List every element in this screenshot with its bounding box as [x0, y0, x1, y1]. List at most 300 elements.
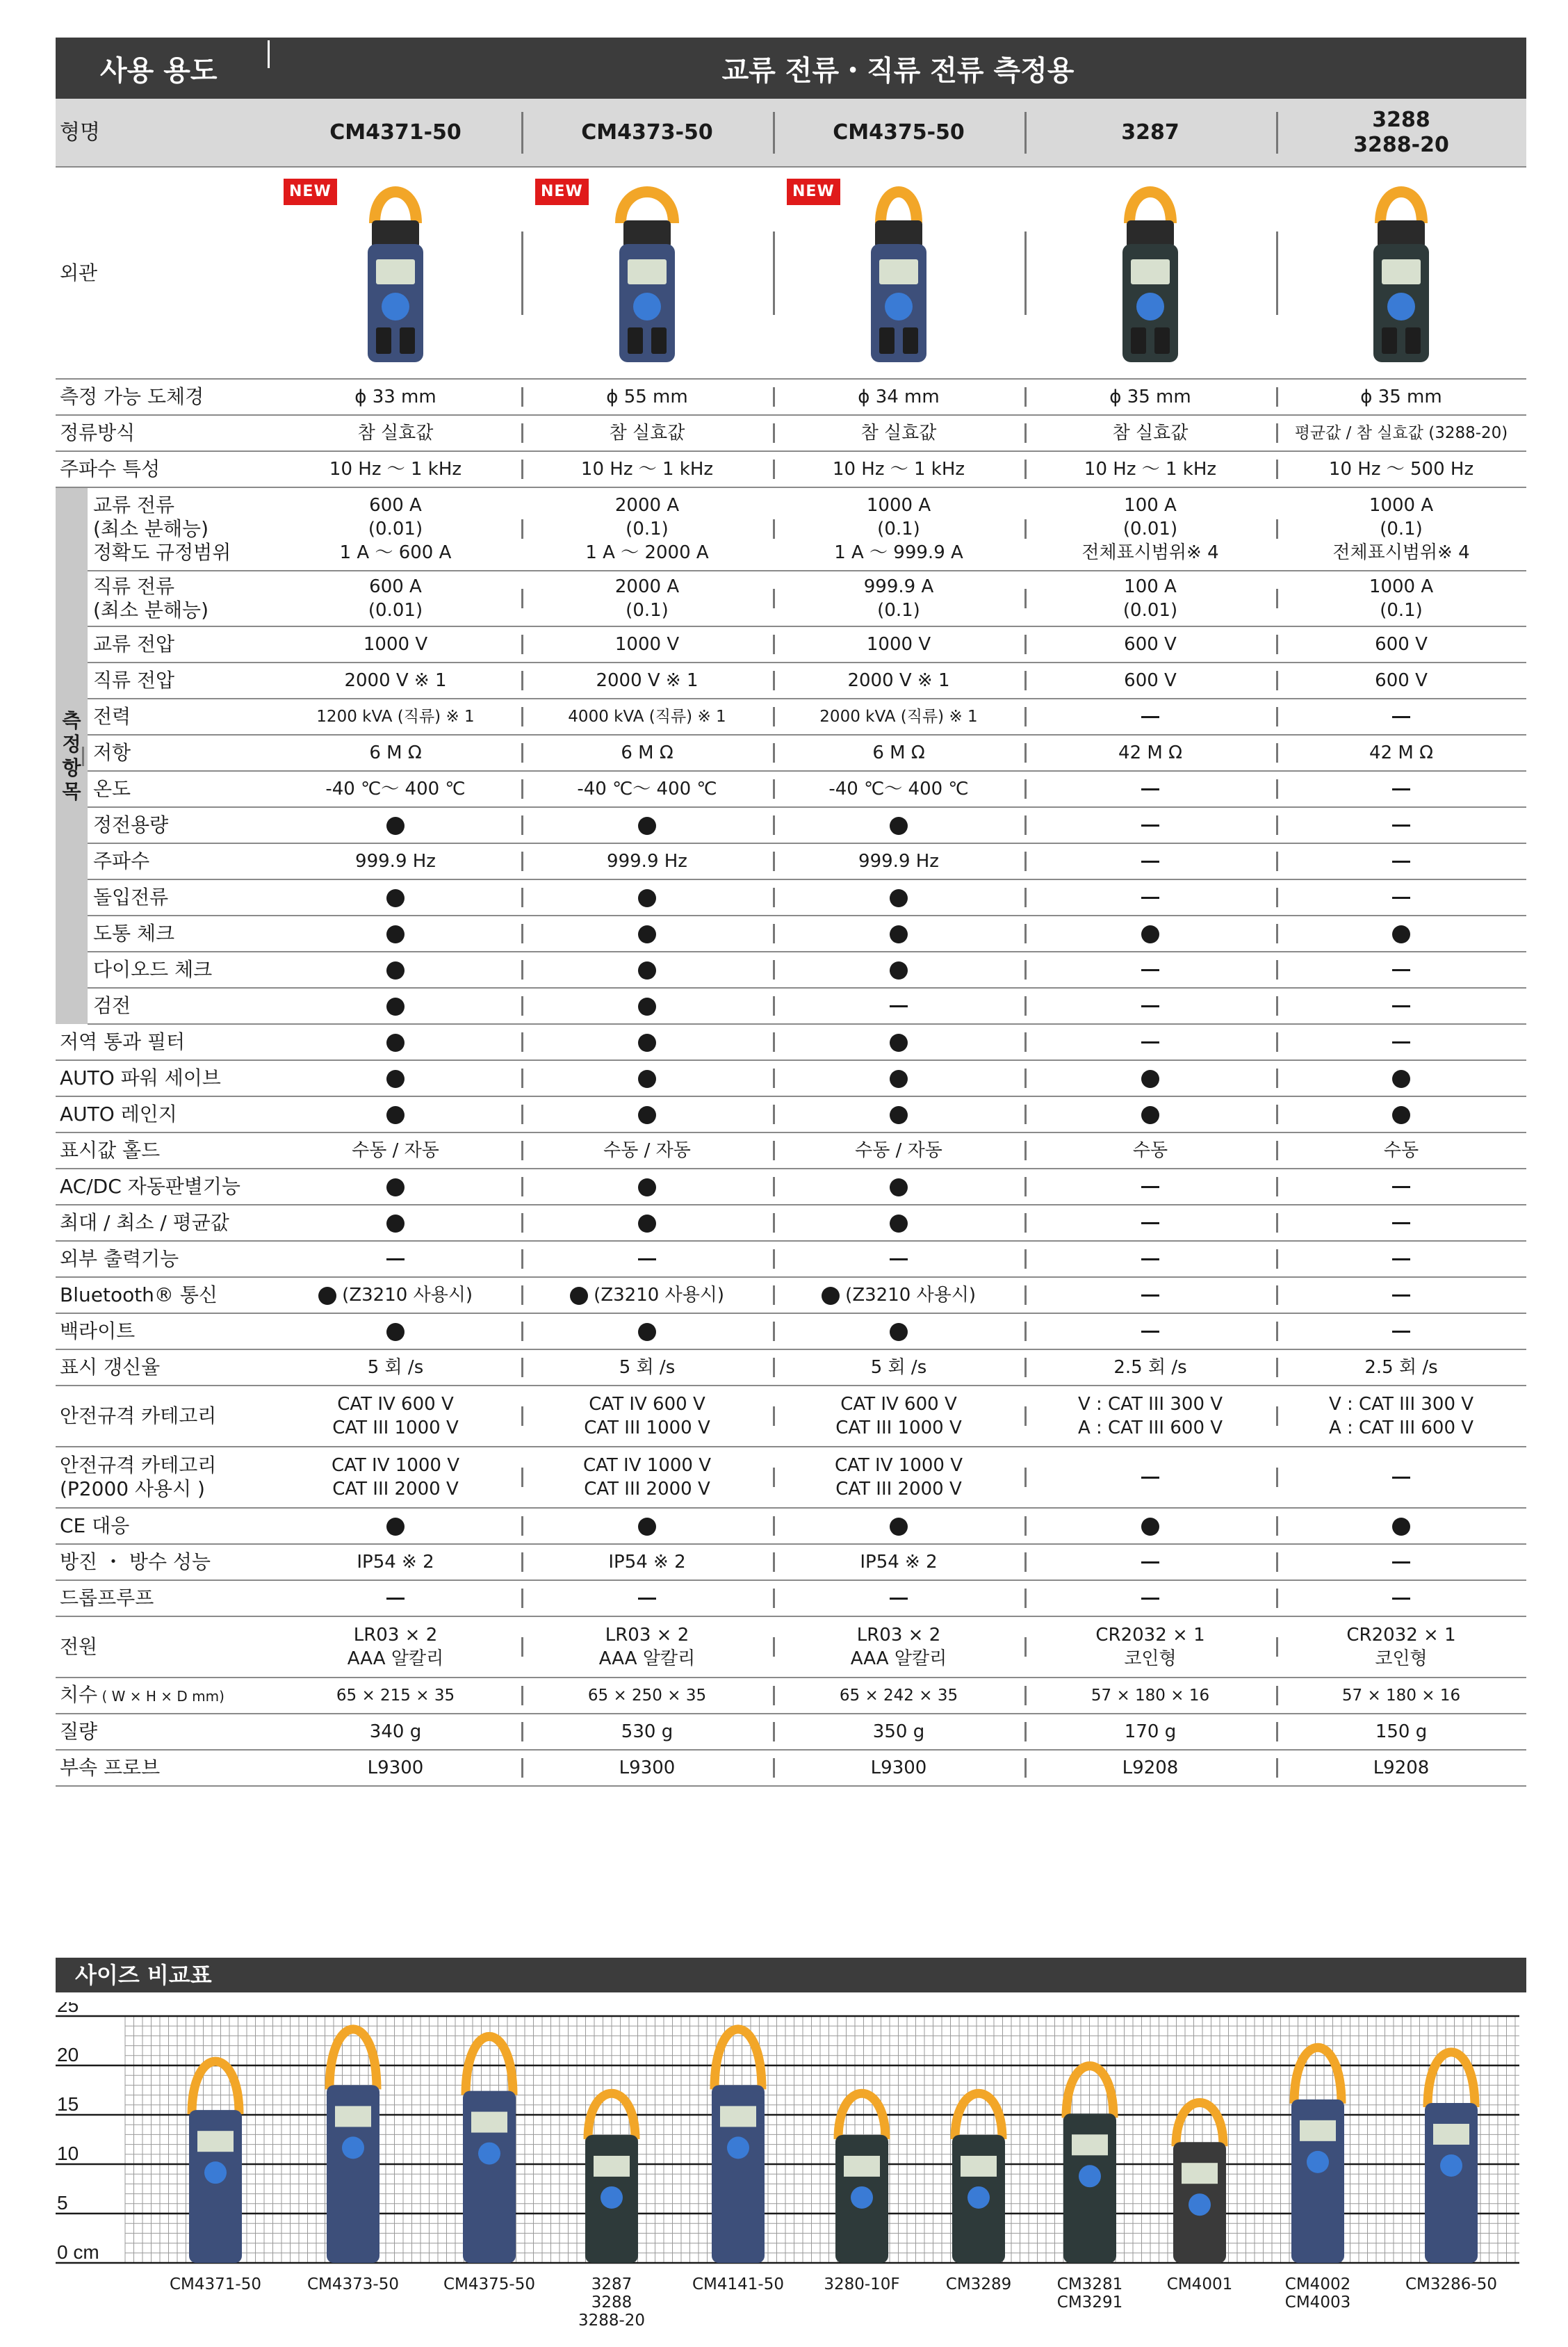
- spec-value: [773, 1060, 1024, 1096]
- spec-value: [521, 1580, 773, 1616]
- spec-value: IP54 ※ 2: [270, 1544, 521, 1580]
- spec-value: V : CAT III 300 V A : CAT III 600 V: [1276, 1386, 1526, 1447]
- dash-icon: [1392, 861, 1410, 863]
- y-tick-label: 10: [57, 2143, 79, 2164]
- spec-value: [521, 916, 773, 952]
- spec-row-label: 정전용량: [88, 807, 270, 843]
- dash-icon: [1392, 716, 1410, 718]
- spec-value: [1024, 1447, 1276, 1508]
- spec-value: [1024, 1241, 1276, 1277]
- spec-value: 2000 V ※ 1: [773, 663, 1024, 699]
- header-row: [56, 38, 1526, 99]
- spec-row-label: 표시 갱신율: [56, 1349, 270, 1386]
- spec-value: [270, 1313, 521, 1349]
- clamp-display: [961, 2156, 997, 2177]
- usage-label: 사용 용도: [56, 38, 270, 99]
- size-chart-product: [835, 2093, 888, 2263]
- spec-value: 10 Hz ～ 500 Hz: [1276, 451, 1526, 487]
- spec-value: L9208: [1276, 1750, 1526, 1786]
- size-chart-label: 3280-10F: [824, 2275, 900, 2293]
- spec-row-label: 검전: [88, 988, 270, 1024]
- spec-value: 600 A (0.01) 1 A ～ 600 A: [270, 487, 521, 571]
- dash-icon: [386, 1258, 405, 1260]
- dot-icon: [638, 1323, 656, 1341]
- spec-value: [270, 807, 521, 843]
- spec-value: [1024, 916, 1276, 952]
- dash-icon: [1141, 969, 1159, 971]
- spec-value: 340 g: [270, 1714, 521, 1750]
- size-chart-label: CM3286-50: [1405, 2275, 1497, 2293]
- spec-value: ϕ 33 mm: [270, 379, 521, 415]
- spec-value: 2000 A (0.1): [521, 571, 773, 626]
- dot-icon: [1392, 925, 1410, 943]
- product-image-cell: [521, 167, 773, 379]
- dot-icon: [890, 1215, 908, 1233]
- new-badge: NEW: [535, 179, 589, 205]
- dash-icon: [1392, 1222, 1410, 1224]
- spec-value: -40 ℃～ 400 ℃: [521, 771, 773, 807]
- spec-value: 1000 V: [773, 626, 1024, 663]
- spec-row-label: 주파수 특성: [56, 451, 270, 487]
- spec-row: [56, 1750, 1526, 1786]
- spec-value: 2000 A (0.1) 1 A ～ 2000 A: [521, 487, 773, 571]
- clamp-display: [197, 2131, 234, 2152]
- clamp-jaw: [955, 2093, 1002, 2139]
- dot-icon: [386, 961, 405, 980]
- dash-icon: [1392, 788, 1410, 790]
- clamp-display: [844, 2156, 880, 2177]
- spec-row-label: 드롭프루프: [56, 1580, 270, 1616]
- spec-row-label: 안전규격 카테고리 (P2000 사용시 ): [56, 1447, 270, 1508]
- dot-icon: [638, 889, 656, 907]
- spec-value: V : CAT III 300 V A : CAT III 600 V: [1024, 1386, 1276, 1447]
- spec-value: 10 Hz ～ 1 kHz: [773, 451, 1024, 487]
- clamp-meter-icon: [843, 174, 954, 373]
- spec-value: 600 V: [1276, 626, 1526, 663]
- spec-value: [1024, 1544, 1276, 1580]
- dot-icon: [386, 889, 405, 907]
- spec-value: [1276, 1024, 1526, 1060]
- clamp-meter-icon: [1346, 174, 1457, 373]
- spec-row: [56, 1447, 1526, 1508]
- spec-row-label: 안전규격 카테고리: [56, 1386, 270, 1447]
- dash-icon: [1141, 716, 1159, 718]
- spec-value: CAT IV 1000 V CAT III 2000 V: [521, 1447, 773, 1508]
- spec-value: 6 M Ω: [521, 735, 773, 771]
- spec-row: [56, 571, 1526, 626]
- spec-value: [1276, 771, 1526, 807]
- spec-value: 600 V: [1024, 626, 1276, 663]
- spec-value: 999.9 Hz: [270, 843, 521, 879]
- spec-value: 2.5 회 /s: [1024, 1349, 1276, 1386]
- clamp-display: [1300, 2120, 1336, 2141]
- spec-value: 42 M Ω: [1276, 735, 1526, 771]
- spec-value: 999.9 A (0.1): [773, 571, 1024, 626]
- spec-value: [1276, 1447, 1526, 1508]
- spec-value: CAT IV 600 V CAT III 1000 V: [270, 1386, 521, 1447]
- spec-value: 65 × 215 × 35: [270, 1678, 521, 1714]
- spec-value: 10 Hz ～ 1 kHz: [270, 451, 521, 487]
- spec-value: 65 × 250 × 35: [521, 1678, 773, 1714]
- spec-value: 1000 V: [270, 626, 521, 663]
- size-chart-product: [1425, 2052, 1478, 2263]
- clamp-dial: [1189, 2193, 1211, 2216]
- spec-row: [56, 1714, 1526, 1750]
- spec-row: [56, 1241, 1526, 1277]
- spec-row-label: AC/DC 자동판별기능: [56, 1169, 270, 1205]
- spec-row-label-sub: ( W × H × D mm): [97, 1688, 224, 1705]
- size-chart-label: CM4141-50: [692, 2275, 784, 2293]
- spec-value: [1276, 1544, 1526, 1580]
- spec-row: [56, 626, 1526, 663]
- spec-row-label: 다이오드 체크: [88, 952, 270, 988]
- product-image: [1029, 169, 1272, 377]
- spec-row-label: 돌입전류: [88, 879, 270, 916]
- spec-value: 1000 A (0.1): [1276, 571, 1526, 626]
- dot-icon: [318, 1287, 336, 1305]
- clamp-dial: [204, 2161, 227, 2184]
- clamp-display: [1433, 2124, 1469, 2145]
- dash-icon: [386, 1598, 405, 1600]
- spec-row: [56, 451, 1526, 487]
- spec-value: 6 M Ω: [773, 735, 1024, 771]
- spec-value: 수동 / 자동: [270, 1132, 521, 1169]
- dash-icon: [1141, 1041, 1159, 1043]
- product-image: [1280, 169, 1522, 377]
- spec-value: [773, 1024, 1024, 1060]
- spec-value: CAT IV 600 V CAT III 1000 V: [521, 1386, 773, 1447]
- spec-row: [56, 487, 1526, 571]
- new-badge: NEW: [284, 179, 337, 205]
- spec-value: [773, 1313, 1024, 1349]
- spec-row: [56, 879, 1526, 916]
- spec-row-label: 전원: [56, 1616, 270, 1678]
- spec-value: [270, 916, 521, 952]
- spec-row-label: 교류 전류 (최소 분해능) 정확도 규정범위: [88, 487, 270, 571]
- dot-icon: [386, 817, 405, 835]
- dot-icon: [1141, 925, 1159, 943]
- cell-note: (Z3210 사용시): [336, 1285, 473, 1306]
- spec-value: [773, 988, 1024, 1024]
- spec-value: [521, 879, 773, 916]
- clamp-dial: [727, 2136, 749, 2159]
- spec-value: 10 Hz ～ 1 kHz: [1024, 451, 1276, 487]
- spec-value: IP54 ※ 2: [773, 1544, 1024, 1580]
- dot-icon: [638, 1518, 656, 1536]
- dash-icon: [1141, 1186, 1159, 1188]
- clamp-dial: [851, 2186, 873, 2209]
- spec-row: [56, 735, 1526, 771]
- dot-icon: [1141, 1106, 1159, 1124]
- clamp-jaw: [192, 2061, 239, 2114]
- spec-value: 999.9 Hz: [521, 843, 773, 879]
- spec-value: 150 g: [1276, 1714, 1526, 1750]
- spec-value: [1276, 1277, 1526, 1313]
- spec-row-label: AUTO 파워 세이브: [56, 1060, 270, 1096]
- spec-row-label: 부속 프로브: [56, 1750, 270, 1786]
- dash-icon: [1141, 1561, 1159, 1564]
- spec-value: [270, 1241, 521, 1277]
- dash-icon: [1392, 1258, 1410, 1260]
- spec-row-label: AUTO 레인지: [56, 1096, 270, 1132]
- spec-value: [1276, 1580, 1526, 1616]
- dot-icon: [1392, 1106, 1410, 1124]
- size-chart-product: [712, 2029, 765, 2263]
- size-chart-product: [952, 2093, 1005, 2263]
- dot-icon: [638, 1034, 656, 1052]
- spec-value: ϕ 34 mm: [773, 379, 1024, 415]
- spec-value: 2.5 회 /s: [1276, 1349, 1526, 1386]
- spec-value: 1000 A (0.1) 1 A ～ 999.9 A: [773, 487, 1024, 571]
- spec-value: [521, 1205, 773, 1241]
- spec-row: [56, 988, 1526, 1024]
- product-image: [274, 169, 517, 377]
- spec-row: [56, 1313, 1526, 1349]
- spec-value: [1276, 1169, 1526, 1205]
- spec-value: 1200 kVA (직류) ※ 1: [270, 699, 521, 735]
- dot-icon: [638, 1178, 656, 1196]
- clamp-display: [1182, 2163, 1218, 2184]
- spec-value: [521, 1060, 773, 1096]
- spec-value: CR2032 × 1 코인형: [1024, 1616, 1276, 1678]
- clamp-jaw: [1428, 2052, 1475, 2107]
- spec-value: [521, 1241, 773, 1277]
- spec-row-label: 외부 출력기능: [56, 1241, 270, 1277]
- dot-icon: [638, 1106, 656, 1124]
- spec-row-label: 교류 전압: [88, 626, 270, 663]
- spec-value: [1276, 699, 1526, 735]
- cell-note: (Z3210 사용시): [587, 1285, 725, 1306]
- dot-icon: [822, 1287, 840, 1305]
- model-name: 3287: [1024, 99, 1276, 167]
- cell-note: (Z3210 사용시): [839, 1285, 977, 1306]
- spec-row: [56, 1544, 1526, 1580]
- spec-row-label: 온도: [88, 771, 270, 807]
- spec-row: [56, 916, 1526, 952]
- dot-icon: [890, 925, 908, 943]
- spec-row: [56, 1349, 1526, 1386]
- dot-icon: [386, 998, 405, 1016]
- spec-value: 2000 kVA (직류) ※ 1: [773, 699, 1024, 735]
- spec-value: [1276, 952, 1526, 988]
- spec-value: [1024, 771, 1276, 807]
- spec-row: [56, 379, 1526, 415]
- new-badge: NEW: [787, 179, 840, 205]
- spec-value: 수동 / 자동: [773, 1132, 1024, 1169]
- dash-icon: [890, 1258, 908, 1260]
- spec-value: [773, 1508, 1024, 1544]
- clamp-display: [335, 2106, 371, 2127]
- spec-value: [773, 952, 1024, 988]
- clamp-display: [720, 2106, 756, 2127]
- spec-row: [56, 771, 1526, 807]
- model-row: [56, 99, 1526, 167]
- dot-icon: [890, 817, 908, 835]
- spec-value: 수동: [1276, 1132, 1526, 1169]
- clamp-jaw: [329, 2029, 377, 2090]
- spec-value: 2000 V ※ 1: [270, 663, 521, 699]
- dash-icon: [1141, 897, 1159, 899]
- model-row-label: 형명: [56, 99, 270, 167]
- spec-value: [773, 1169, 1024, 1205]
- spec-value: 100 A (0.01) 전체표시범위※ 4: [1024, 487, 1276, 571]
- spec-value: IP54 ※ 2: [521, 1544, 773, 1580]
- size-chart-label: CM4001: [1166, 2275, 1233, 2293]
- spec-row-label: Bluetooth® 통신: [56, 1277, 270, 1313]
- dot-icon: [386, 1215, 405, 1233]
- y-tick-label: 5: [57, 2192, 68, 2214]
- spec-value: [1276, 1508, 1526, 1544]
- model-name: CM4373-50: [521, 99, 773, 167]
- dot-icon: [890, 1518, 908, 1536]
- dash-icon: [1392, 825, 1410, 827]
- size-chart-product: [1291, 2047, 1344, 2263]
- spec-value: 평균값 / 참 실효값 (3288-20): [1276, 415, 1526, 451]
- spec-row: [56, 1277, 1526, 1313]
- spec-row-label: 방진 ・ 방수 성능: [56, 1544, 270, 1580]
- spec-value: ϕ 35 mm: [1024, 379, 1276, 415]
- spec-row: [56, 1386, 1526, 1447]
- spec-value: 170 g: [1024, 1714, 1276, 1750]
- dot-icon: [890, 1034, 908, 1052]
- model-name: CM4371-50: [270, 99, 521, 167]
- clamp-dial: [1079, 2165, 1101, 2187]
- dot-icon: [638, 817, 656, 835]
- dash-icon: [638, 1258, 656, 1260]
- category-label: [56, 487, 88, 1024]
- spec-value: 6 M Ω: [270, 735, 521, 771]
- spec-value: [1024, 1580, 1276, 1616]
- spec-row: [56, 807, 1526, 843]
- spec-row: [56, 1096, 1526, 1132]
- spec-value: L9300: [773, 1750, 1024, 1786]
- clamp-dial: [342, 2136, 364, 2159]
- spec-row: [56, 1616, 1526, 1678]
- dot-icon: [386, 1106, 405, 1124]
- spec-value: [1024, 699, 1276, 735]
- size-chart-label: 3287 3288 3288-20: [578, 2275, 646, 2330]
- spec-row-label: 주파수: [88, 843, 270, 879]
- spec-value: 530 g: [521, 1714, 773, 1750]
- y-tick-label: 0 cm: [57, 2241, 99, 2263]
- spec-row-label: CE 대응: [56, 1508, 270, 1544]
- spec-value: [773, 1580, 1024, 1616]
- spec-value: 5 회 /s: [521, 1349, 773, 1386]
- spec-value: 2000 V ※ 1: [521, 663, 773, 699]
- dash-icon: [1141, 788, 1159, 790]
- dash-icon: [1392, 1598, 1410, 1600]
- clamp-meter-icon: [591, 174, 703, 373]
- spec-value: [1276, 807, 1526, 843]
- spec-value: ϕ 55 mm: [521, 379, 773, 415]
- spec-row: [56, 1132, 1526, 1169]
- spec-value: [521, 1508, 773, 1544]
- dash-icon: [1141, 1477, 1159, 1479]
- size-chart: [0, 2002, 1568, 2347]
- dot-icon: [1392, 1518, 1410, 1536]
- spec-value: 600 V: [1024, 663, 1276, 699]
- clamp-display: [1072, 2134, 1108, 2155]
- spec-value: 57 × 180 × 16: [1024, 1678, 1276, 1714]
- spec-value: [1276, 916, 1526, 952]
- spec-value: [270, 1060, 521, 1096]
- spec-value: [773, 807, 1024, 843]
- spec-row-label: 정류방식: [56, 415, 270, 451]
- dash-icon: [1392, 1477, 1410, 1479]
- spec-value: 999.9 Hz: [773, 843, 1024, 879]
- dot-icon: [1141, 1070, 1159, 1088]
- size-chart-label: CM3289: [945, 2275, 1012, 2293]
- clamp-jaw: [714, 2029, 762, 2090]
- spec-value: LR03 × 2 AAA 알칼리: [773, 1616, 1024, 1678]
- dot-icon: [386, 1070, 405, 1088]
- dash-icon: [890, 1005, 908, 1007]
- spec-value: 600 V: [1276, 663, 1526, 699]
- spec-value: 1000 A (0.1) 전체표시범위※ 4: [1276, 487, 1526, 571]
- category-label-text: 측정항목: [62, 708, 81, 803]
- product-image-cell: [270, 167, 521, 379]
- spec-row: [56, 1580, 1526, 1616]
- dot-icon: [386, 1518, 405, 1536]
- spec-value: [1276, 1060, 1526, 1096]
- spec-value: [773, 1277, 1024, 1313]
- spec-value: [521, 1313, 773, 1349]
- spec-value: CAT IV 600 V CAT III 1000 V: [773, 1386, 1024, 1447]
- spec-value: CR2032 × 1 코인형: [1276, 1616, 1526, 1678]
- spec-row-label: 치수 ( W × H × D mm): [56, 1678, 270, 1714]
- spec-value: [521, 1096, 773, 1132]
- spec-value: [1024, 1096, 1276, 1132]
- spec-value: [521, 1169, 773, 1205]
- dot-icon: [386, 1178, 405, 1196]
- y-tick-label: 25: [57, 2002, 79, 2016]
- y-tick-label: 15: [57, 2093, 79, 2115]
- spec-row: [56, 1060, 1526, 1096]
- dot-icon: [890, 1106, 908, 1124]
- spec-row: [56, 415, 1526, 451]
- size-chart-label: CM4002 CM4003: [1284, 2275, 1351, 2312]
- spec-value: [521, 1277, 773, 1313]
- spec-value: [1276, 843, 1526, 879]
- spec-row-label: 질량: [56, 1714, 270, 1750]
- spec-value: [1276, 1313, 1526, 1349]
- spec-value: [1024, 952, 1276, 988]
- clamp-dial: [478, 2143, 500, 2165]
- spec-value: [1276, 1241, 1526, 1277]
- size-chart-label: CM4371-50: [169, 2275, 261, 2293]
- spec-row: [56, 1205, 1526, 1241]
- spec-row-label: 저항: [88, 735, 270, 771]
- spec-value: 4000 kVA (직류) ※ 1: [521, 699, 773, 735]
- size-chart-product: [1173, 2102, 1226, 2263]
- dash-icon: [1392, 1005, 1410, 1007]
- spec-value: 65 × 242 × 35: [773, 1678, 1024, 1714]
- spec-row-label: 최대 / 최소 / 평균값: [56, 1205, 270, 1241]
- spec-value: L9300: [270, 1750, 521, 1786]
- spec-value: 100 A (0.01): [1024, 571, 1276, 626]
- dot-icon: [386, 1034, 405, 1052]
- product-image: [525, 169, 769, 377]
- spec-value: [521, 988, 773, 1024]
- dash-icon: [890, 1598, 908, 1600]
- dash-icon: [1141, 1331, 1159, 1333]
- spec-value: LR03 × 2 AAA 알칼리: [521, 1616, 773, 1678]
- spec-value: [521, 1024, 773, 1060]
- spec-table: [56, 38, 1526, 1787]
- spec-value: [1024, 1277, 1276, 1313]
- spec-value: [1024, 1169, 1276, 1205]
- dash-icon: [1392, 1331, 1410, 1333]
